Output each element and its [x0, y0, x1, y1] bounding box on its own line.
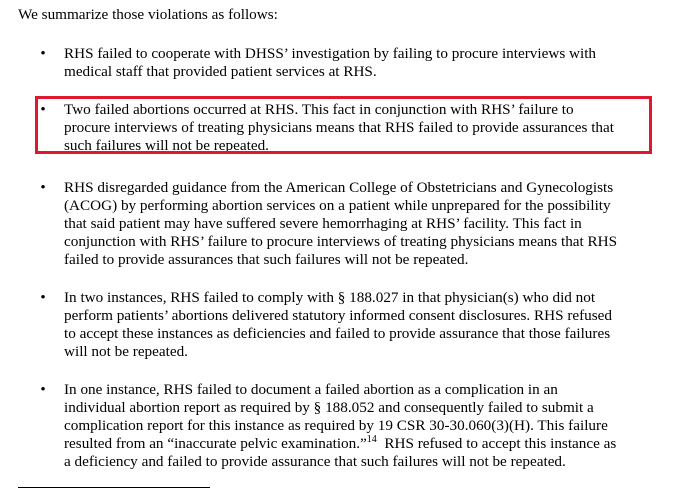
- text-line: In one instance, RHS failed to document a failed abortion as a complication in an: [64, 381, 558, 398]
- text-line: RHS disregarded guidance from the American College of Obstetricians and Gynecologists: [64, 179, 614, 196]
- list-item-text: [64, 289, 664, 361]
- text-line: perform patients’ abortions delivered statutory informed consent disclosures. RHS refused: [64, 307, 613, 324]
- bullet-icon: •: [40, 289, 46, 306]
- bullet-icon: •: [40, 45, 46, 62]
- text-line: a deficiency and failed to provide assurance that such failures will not be repeated.: [64, 453, 566, 470]
- text-line: (ACOG) by performing abortion services on a patient while unprepared for the possibility: [64, 197, 611, 214]
- text-line: complication report for this instance as required by 19 CSR 30-30.060(3)(H). This failure: [64, 417, 608, 434]
- text-line: conjunction with RHS’ failure to procure interviews of treating physicians means that RHS: [64, 233, 618, 250]
- bullet-icon: •: [40, 101, 46, 118]
- text-line: to accept these instances as deficiencies and failed to provide assurance that those failures: [64, 325, 611, 342]
- footnote-ref-link[interactable]: 14: [366, 433, 377, 445]
- list-item-text: [64, 179, 664, 269]
- intro-paragraph: We summarize those violations as follows:: [18, 6, 278, 23]
- text-line: medical staff that provided patient services at RHS.: [64, 63, 377, 80]
- bullet-icon: •: [40, 179, 46, 196]
- text-line: In two instances, RHS failed to comply with § 188.027 in that physician(s) who did not: [64, 289, 596, 306]
- text-line: such failures will not be repeated.: [64, 137, 269, 154]
- list-item-text: [64, 45, 664, 81]
- text-line: procure interviews of treating physicians means that RHS failed to provide assurances that: [64, 119, 614, 136]
- text-segment: RHS refused to accept this instance as: [376, 435, 617, 452]
- highlight-box: [35, 96, 652, 154]
- list-item-text: [64, 381, 664, 471]
- text-line: Two failed abortions occurred at RHS. This fact in conjunction with RHS’ failure to: [64, 101, 574, 118]
- text-line: that said patient may have suffered severe hemorrhaging at RHS’ facility. This fact in: [64, 215, 582, 232]
- text-line: will not be repeated.: [64, 343, 188, 360]
- footnote-divider: [18, 487, 210, 488]
- text-segment: resulted from an “inaccurate pelvic examination.”: [64, 435, 367, 452]
- text-line: RHS failed to cooperate with DHSS’ investigation by failing to procure interviews with: [64, 45, 597, 62]
- text-line-with-footnote: [64, 435, 664, 453]
- bullet-icon: •: [40, 381, 46, 398]
- text-line: individual abortion report as required by § 188.052 and consequently failed to submit a: [64, 399, 594, 416]
- text-line: failed to provide assurances that such failures will not be repeated.: [64, 251, 469, 268]
